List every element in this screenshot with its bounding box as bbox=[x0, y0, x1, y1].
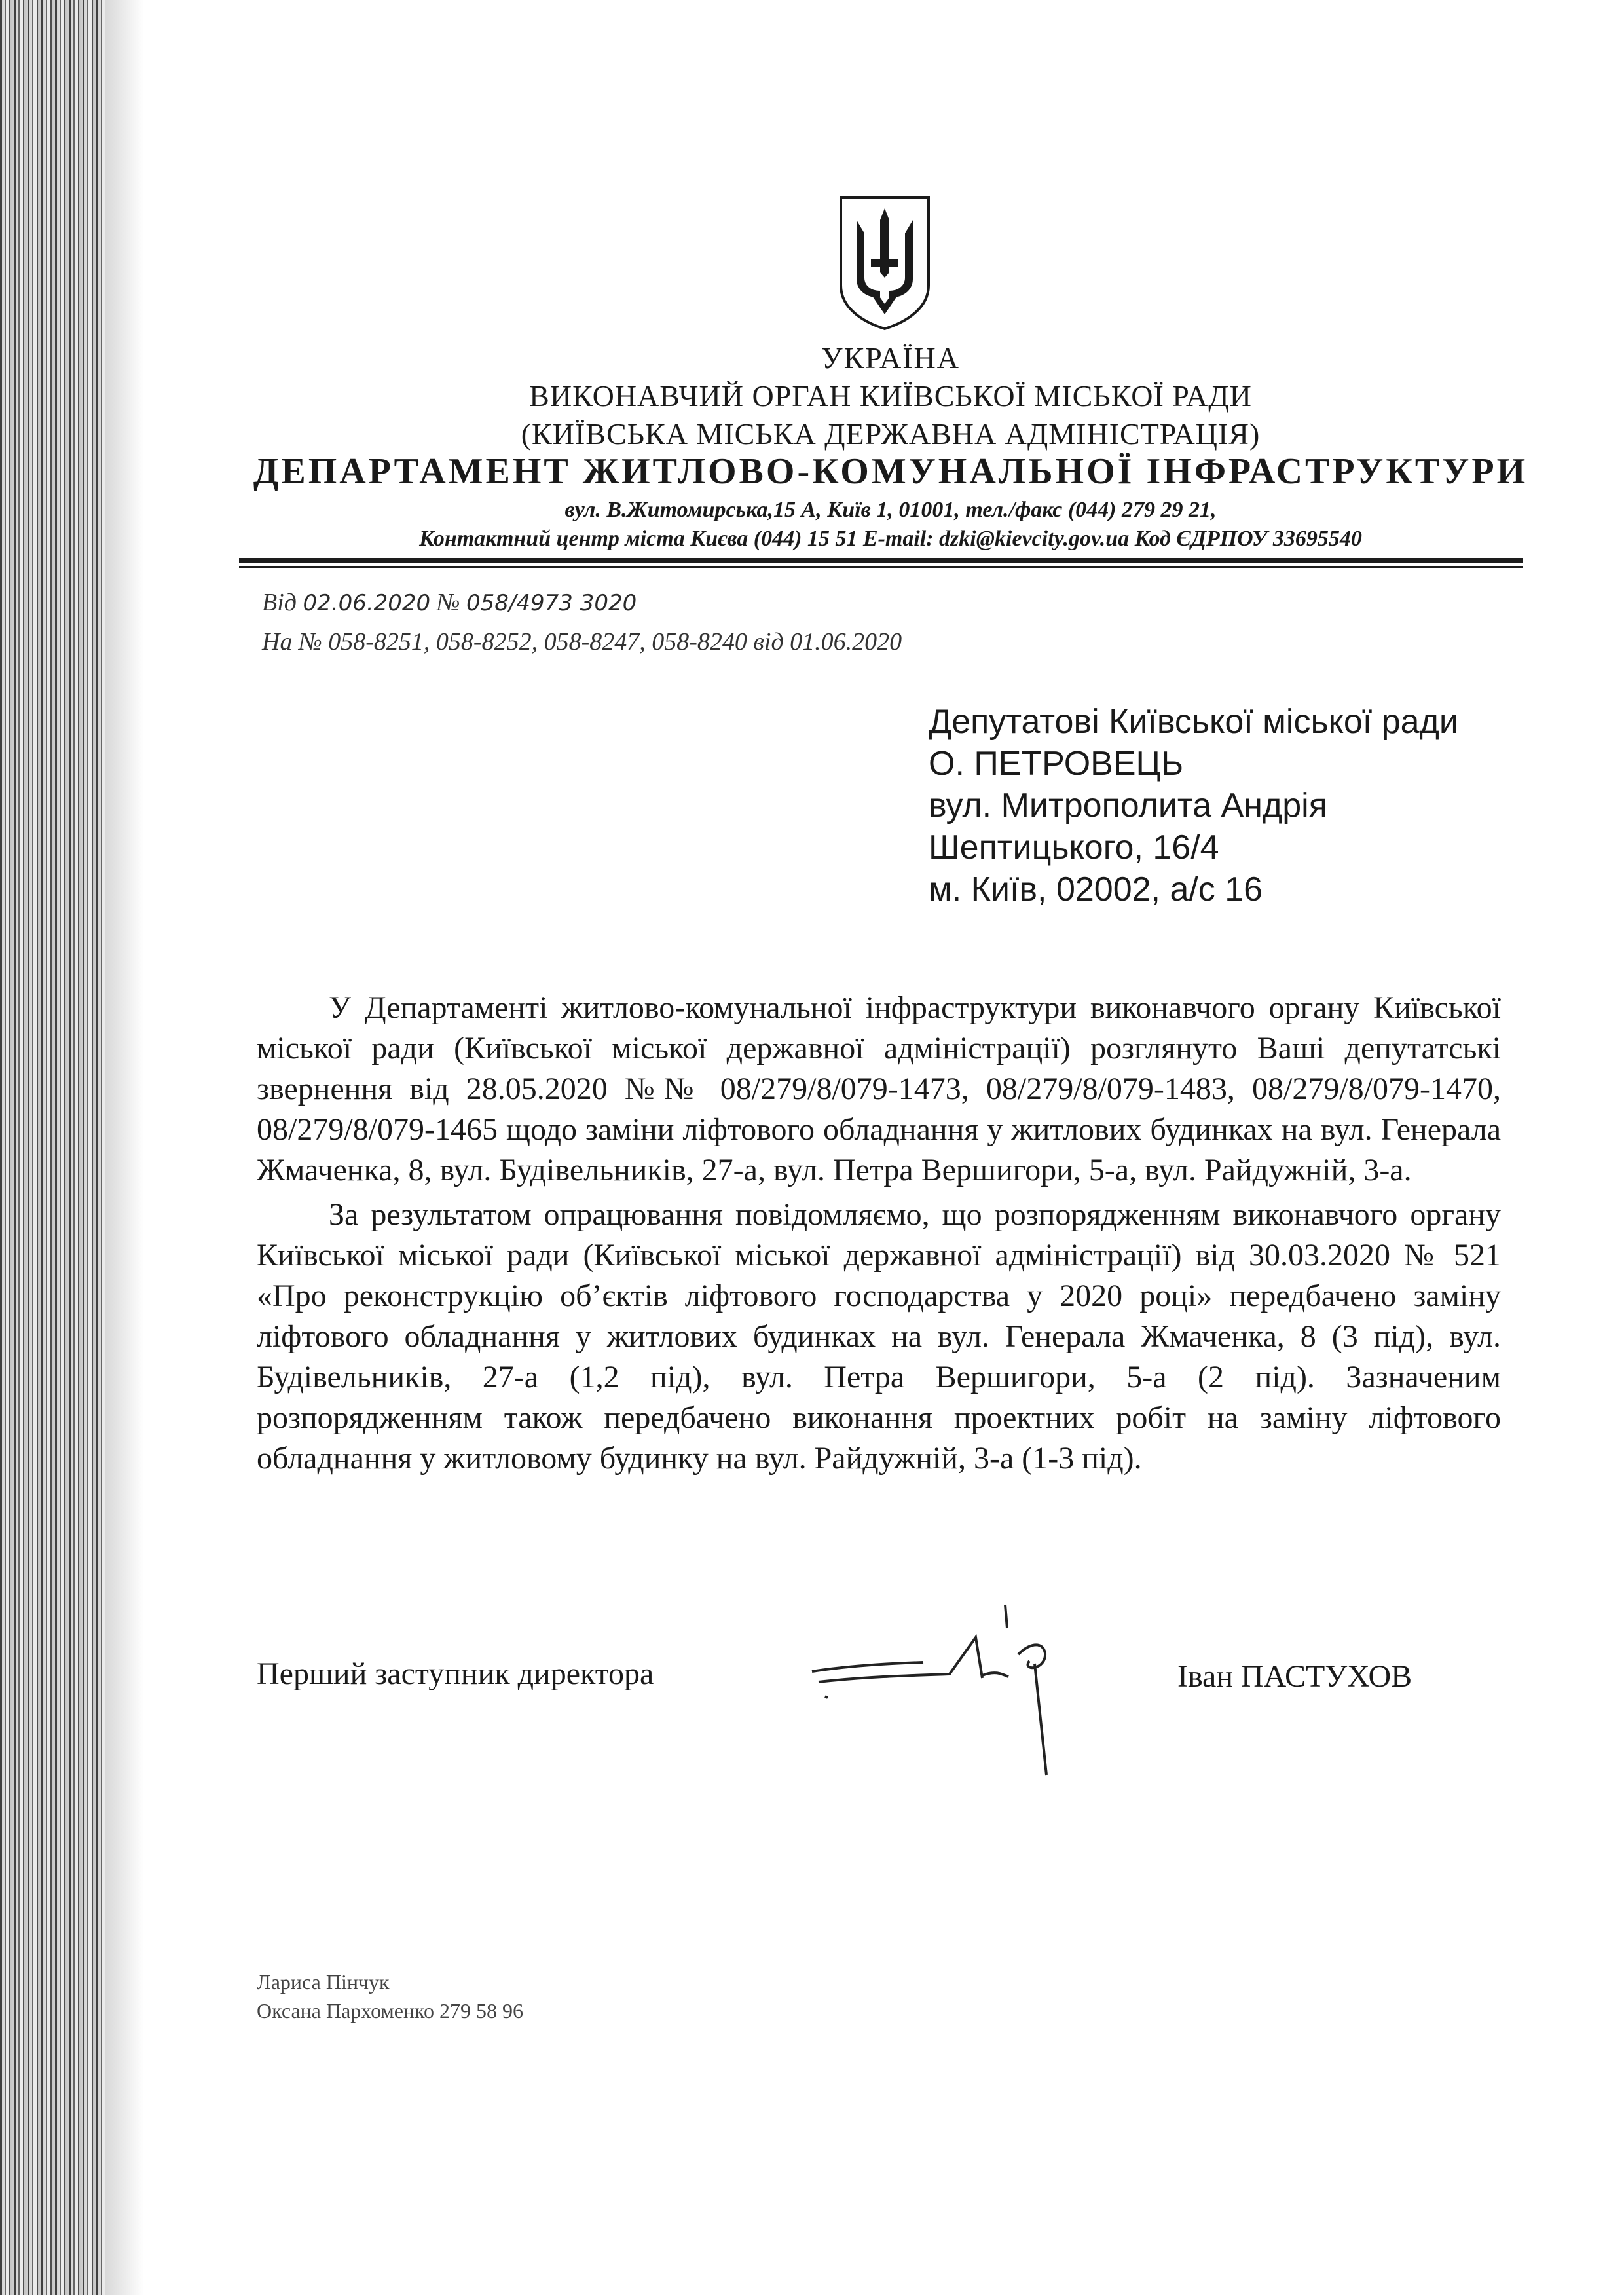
registration-line bbox=[262, 588, 637, 617]
header-executive-body: ВИКОНАВЧИЙ ОРГАН КИЇВСЬКОЇ МІСЬКОЇ РАДИ bbox=[529, 379, 1252, 413]
addressee-line1: Депутатові Київської міської ради bbox=[929, 703, 1458, 741]
header-rule-thin bbox=[239, 566, 1522, 568]
addressee-line3: вул. Митрополита Андрія bbox=[929, 787, 1327, 825]
addressee-line4: Шептицького, 16/4 bbox=[929, 829, 1219, 867]
header-rule-thick bbox=[239, 558, 1522, 563]
signer-title: Перший заступник директора bbox=[257, 1656, 654, 1691]
handwritten-date: 02.06.2020 bbox=[303, 590, 431, 616]
from-label: Від bbox=[262, 589, 297, 616]
executor-line2: Оксана Пархоменко 279 58 96 bbox=[257, 1999, 523, 2023]
executor-line1: Лариса Пінчук bbox=[257, 1970, 390, 1994]
header-country: УКРАЇНА bbox=[821, 341, 960, 375]
body-paragraph-1: У Департаменті житлово-комунальної інфраструктури виконавчого органу Київської міської ради (Київської міської державної адміністрації) розглянуто Ваші депутатські звернення від 28.05.2020 №№ 08/279/8/079-1473, 08/279/8/079-1483, 08/279/8/079-1470, 08/279/8/079-1465 щодо заміни ліфтового обладнання у житлових будинках на вул. Генерала Жмаченка, 8, вул. Будівельників, 27-а, вул. Петра Вершигори, 5-а, вул. Райдужній, 3-а. bbox=[257, 990, 1501, 1187]
handwritten-signature bbox=[786, 1598, 1153, 1788]
signer-name: Іван ПАСТУХОВ bbox=[1177, 1659, 1412, 1694]
reply-reference-line: На № 058-8251, 058-8252, 058-8247, 058-8240 від 01.06.2020 bbox=[262, 628, 902, 656]
header-department: ДЕПАРТАМЕНТ ЖИТЛОВО-КОМУНАЛЬНОЇ ІНФРАСТРУКТУРИ bbox=[253, 451, 1528, 492]
body-paragraph-2: За результатом опрацювання повідомляємо, що розпорядженням виконавчого органу Київської міської ради (Київської міської державної адміністрації) від 30.03.2020 № 521 «Про реконструкцію об’єктів ліфтового господарства у 2020 році» передбачено заміну ліфтового обладнання у житлових будинках на вул. Генерала Жмаченка, 8 (3 під), вул. Будівельників, 27-а (1,2 під), вул. Петра Вершигори, 5-а (2 під). Зазначеним розпорядженням також передбачено виконання проектних робіт на заміну ліфтового обладнання у житловому будинку на вул. Райдужній, 3-а (1-3 під). bbox=[257, 1197, 1501, 1476]
addressee-line2: О. ПЕТРОВЕЦЬ bbox=[929, 745, 1184, 783]
header-address-line2: Контактний центр міста Києва (044) 15 51 E-mail: dzki@kievcity.gov.ua Код ЄДРПОУ 33695540 bbox=[419, 527, 1362, 551]
handwritten-number: 058/4973 3020 bbox=[466, 590, 637, 616]
number-label: № bbox=[436, 589, 460, 616]
addressee-block bbox=[929, 701, 1458, 910]
addressee-line5: м. Київ, 02002, а/с 16 bbox=[929, 870, 1263, 908]
header-kmda: (КИЇВСЬКА МІСЬКА ДЕРЖАВНА АДМІНІСТРАЦІЯ) bbox=[521, 417, 1261, 451]
letter-body bbox=[257, 988, 1501, 1483]
trident-coat-of-arms-icon bbox=[837, 194, 932, 331]
header-address-line1: вул. В.Житомирська,15 А, Київ 1, 01001, тел./факс (044) 279 29 21, bbox=[564, 498, 1217, 522]
